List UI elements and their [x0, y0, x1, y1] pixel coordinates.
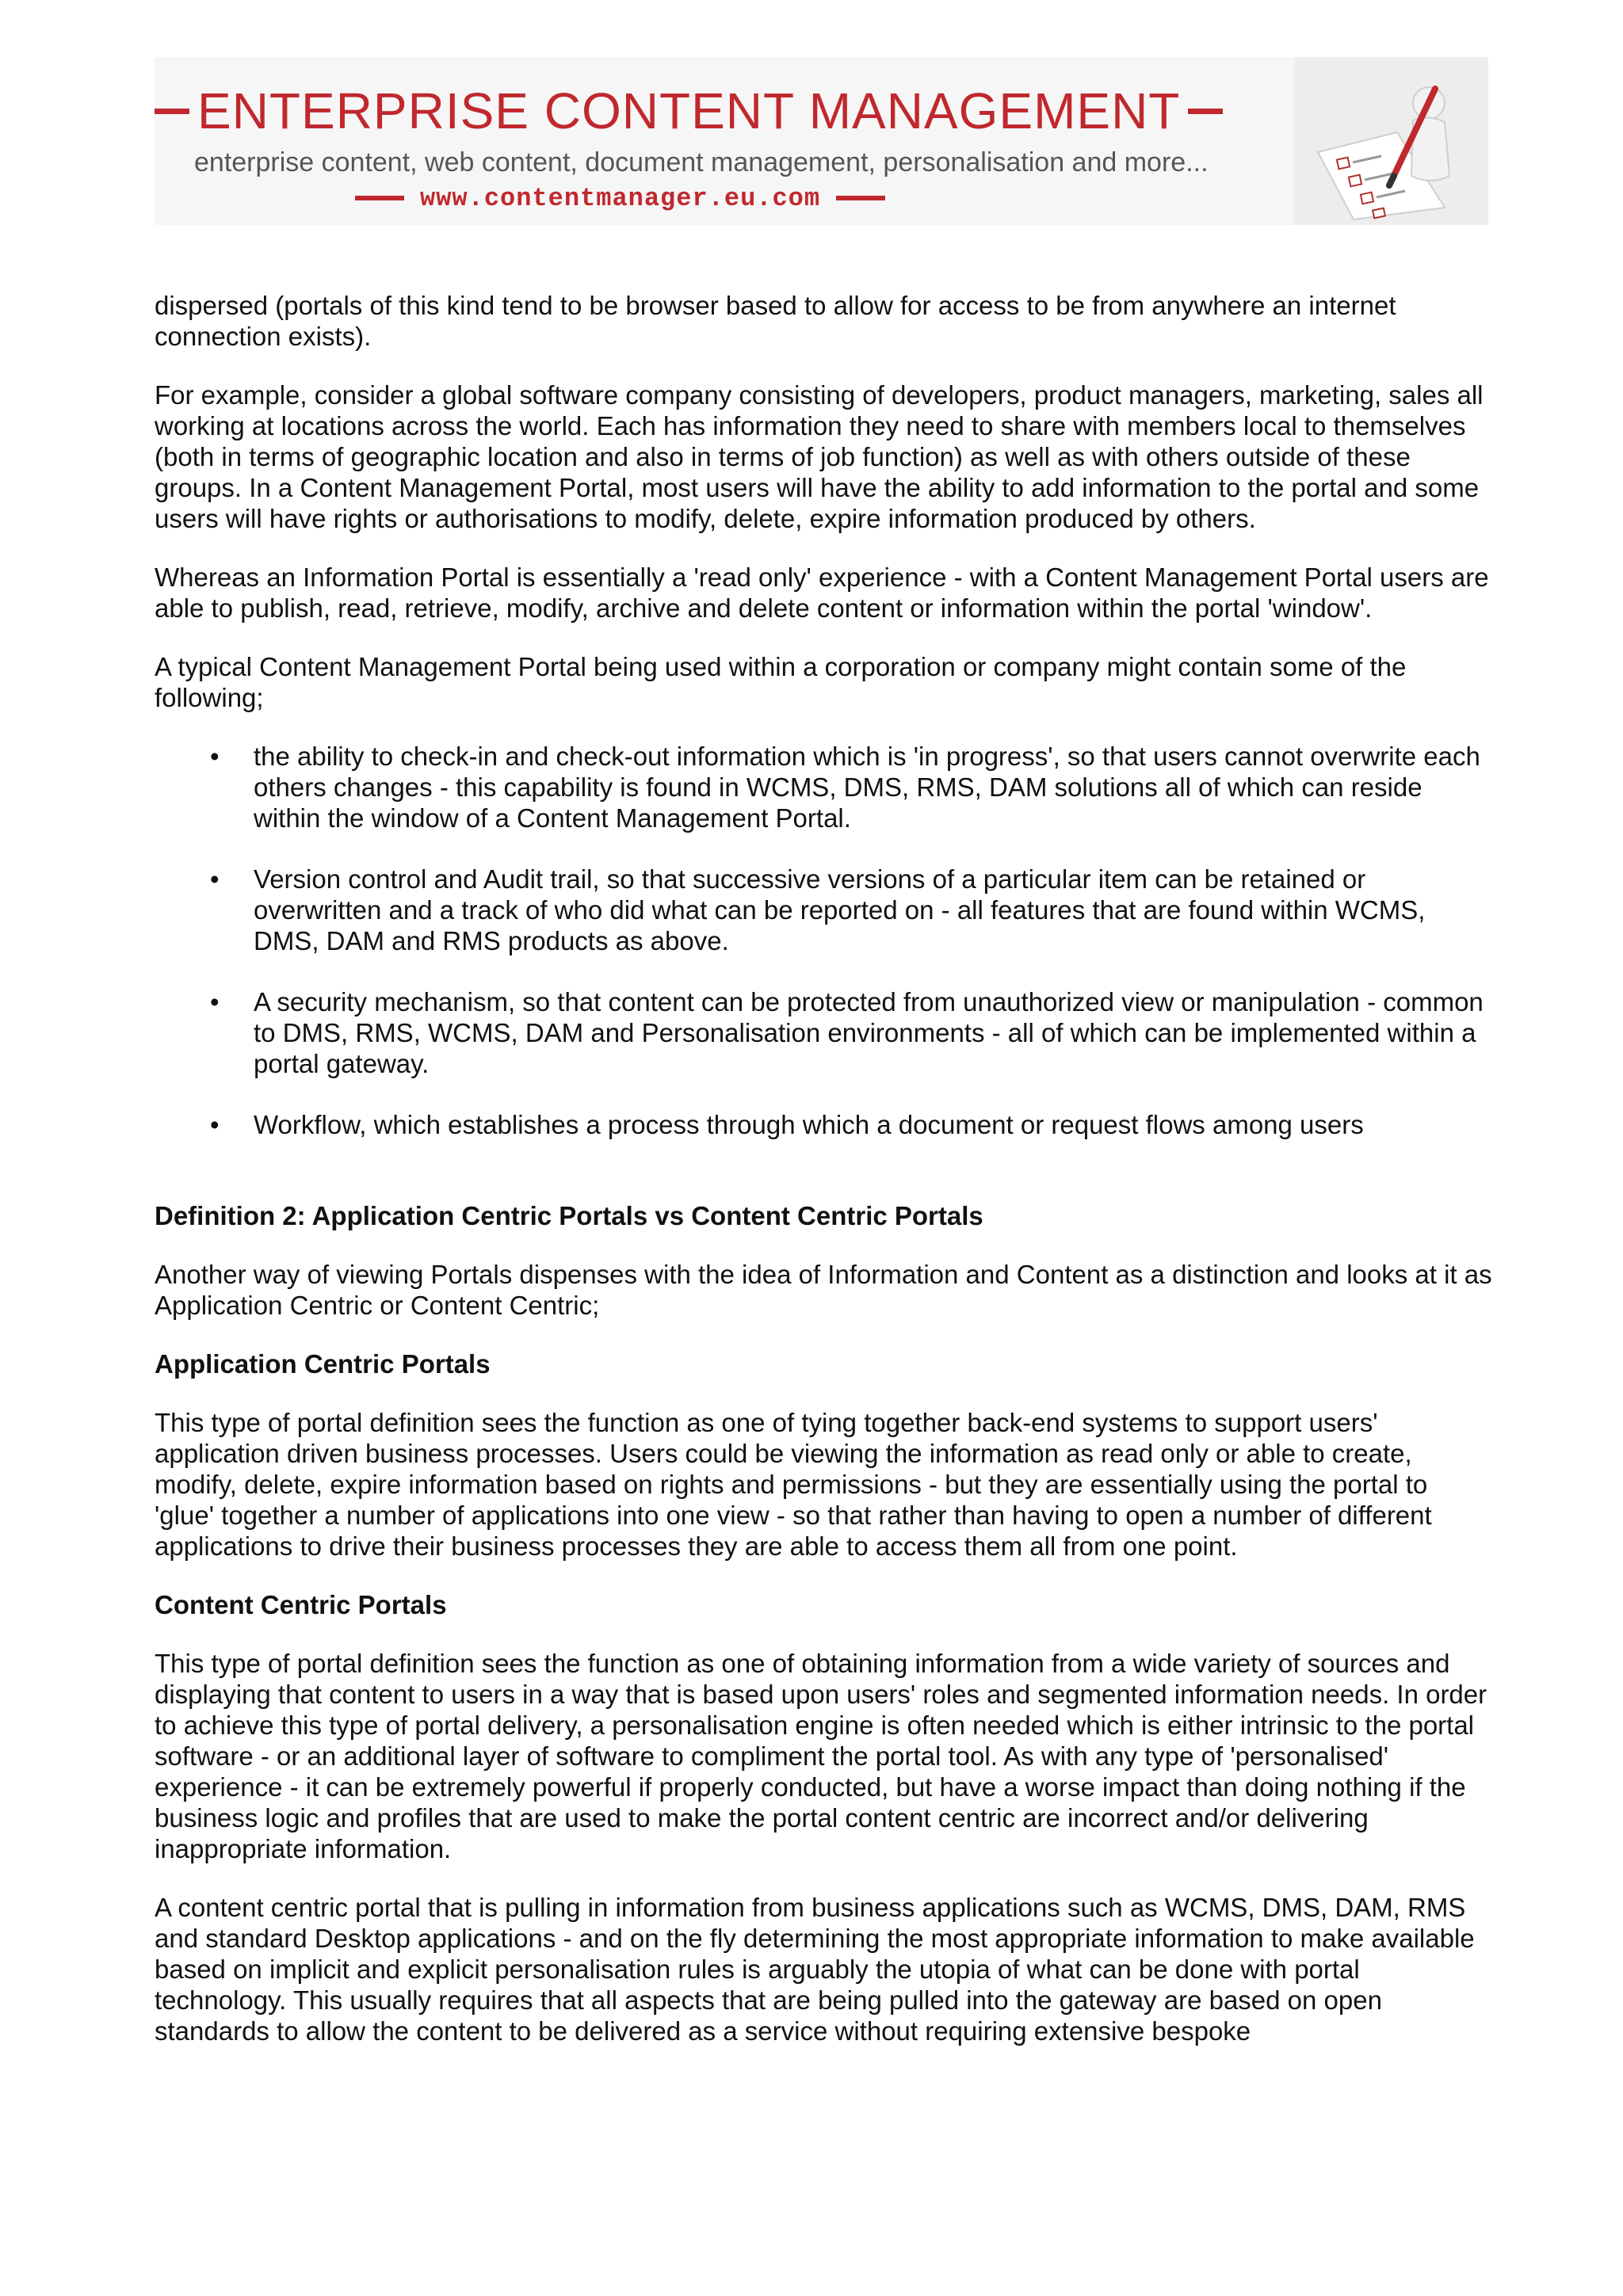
list-item-text: the ability to check-in and check-out information which is 'in progress', so that users cannot overwrite each others changes - this capability is found in WCMS, DMS, RMS, DAM solutions all of which can reside within the window of a Content Management Portal.	[254, 742, 1480, 833]
paragraph-content-centric: This type of portal definition sees the function as one of obtaining information from a wide variety of sources and displaying that content to users in a way that is based upon users' roles and segmented information needs. In order to achieve this type of portal delivery, a personalisation engine is often needed which is either intrinsic to the portal software - or an additional layer of software to compliment the portal tool. As with any type of 'personalised' experience - it can be extremely powerful if properly conducted, but have a worse impact than doing nothing if the business logic and profiles that are used to make the portal content centric are incorrect and/or delivering inappropriate information.	[155, 1649, 1487, 1863]
title-dash-right	[1188, 109, 1223, 114]
paragraph-information-portal: Whereas an Information Portal is essentially a 'read only' experience - with a Content Management Portal users are able to publish, read, retrieve, modify, archive and delete content or information within the portal 'window'.	[155, 563, 1489, 623]
logo-illustration	[1294, 57, 1488, 225]
header-banner	[155, 57, 1488, 225]
subheading-content-centric: Content Centric Portals	[155, 1590, 447, 1619]
list-item	[155, 986, 1494, 1079]
section-heading-definition-2: Definition 2: Application Centric Portals vs Content Centric Portals	[155, 1201, 983, 1230]
list-item	[155, 1109, 1494, 1140]
bullet-icon: •	[210, 987, 220, 1016]
url-dash-right	[836, 196, 885, 200]
paragraph-example: For example, consider a global software company consisting of developers, product managers, marketing, sales all working at locations across the world. Each has information they need to share with members local to themselves (both in terms of geographic location and also in terms of job function) as well as with others outside of these groups. In a Content Management Portal, most users will have the ability to add information to the portal and some users will have rights or authorisations to modify, delete, expire information produced by others.	[155, 380, 1484, 533]
paragraph-utopia: A content centric portal that is pulling in information from business applications such as WCMS, DMS, DAM, RMS and standard Desktop applications - and on the fly determining the most appropriate information to make available based on implicit and explicit personalisation rules is arguably the utopia of what can be done with portal technology. This usually requires that all aspects that are being pulled into the gateway are based on open standards to allow the content to be delivered as a service without requiring extensive bespoke	[155, 1893, 1475, 2046]
bullet-icon: •	[210, 742, 220, 771]
section-spacer	[155, 1170, 1494, 1200]
paragraph-typical-portal: A typical Content Management Portal being used within a corporation or company might contain some of the following;	[155, 652, 1407, 712]
banner-url-row	[355, 182, 885, 214]
paragraph-another-way: Another way of viewing Portals dispenses with the idea of Information and Content as a distinction and looks at it as Application Centric or Content Centric;	[155, 1260, 1492, 1320]
figure-checklist-icon	[1294, 57, 1488, 225]
title-dash-left	[155, 109, 189, 114]
paragraph-dispersed: dispersed (portals of this kind tend to be browser based to allow for access to be from anywhere an internet connection exists).	[155, 291, 1396, 351]
document-body	[155, 290, 1494, 2074]
url-dash-left	[355, 196, 404, 200]
list-item	[155, 741, 1494, 833]
subheading-application-centric: Application Centric Portals	[155, 1349, 491, 1379]
feature-list	[155, 741, 1494, 1140]
bullet-icon: •	[210, 1110, 220, 1139]
bullet-icon: •	[210, 864, 220, 894]
banner-tagline: enterprise content, web content, document management, personalisation and more...	[194, 147, 1209, 177]
banner-title-row	[155, 79, 1201, 143]
list-item-text: Workflow, which establishes a process through which a document or request flows among users	[254, 1110, 1364, 1139]
list-item-text: Version control and Audit trail, so that successive versions of a particular item can be retained or overwritten and a track of who did what can be reported on - all features that are found within WCMS, DMS, DAM and RMS products as above.	[254, 864, 1426, 955]
banner-title: ENTERPRISE CONTENT MANAGEMENT	[197, 82, 1181, 139]
paragraph-application-centric: This type of portal definition sees the function as one of tying together back-end systems to support users' application driven business processes. Users could be viewing the information as read only or able to create, modify, delete, expire information based on rights and permissions - but they are essentially using the portal to 'glue' together a number of applications into one view - so that rather than having to open a number of different applications to drive their business processes they are able to access them all from one point.	[155, 1408, 1432, 1561]
list-item	[155, 864, 1494, 956]
list-item-text: A security mechanism, so that content can be protected from unauthorized view or manipulation - common to DMS, RMS, WCMS, DAM and Personalisation environments - all of which can be implemented within a portal gateway.	[254, 987, 1484, 1078]
banner-url-link[interactable]: www.contentmanager.eu.com	[420, 183, 821, 213]
